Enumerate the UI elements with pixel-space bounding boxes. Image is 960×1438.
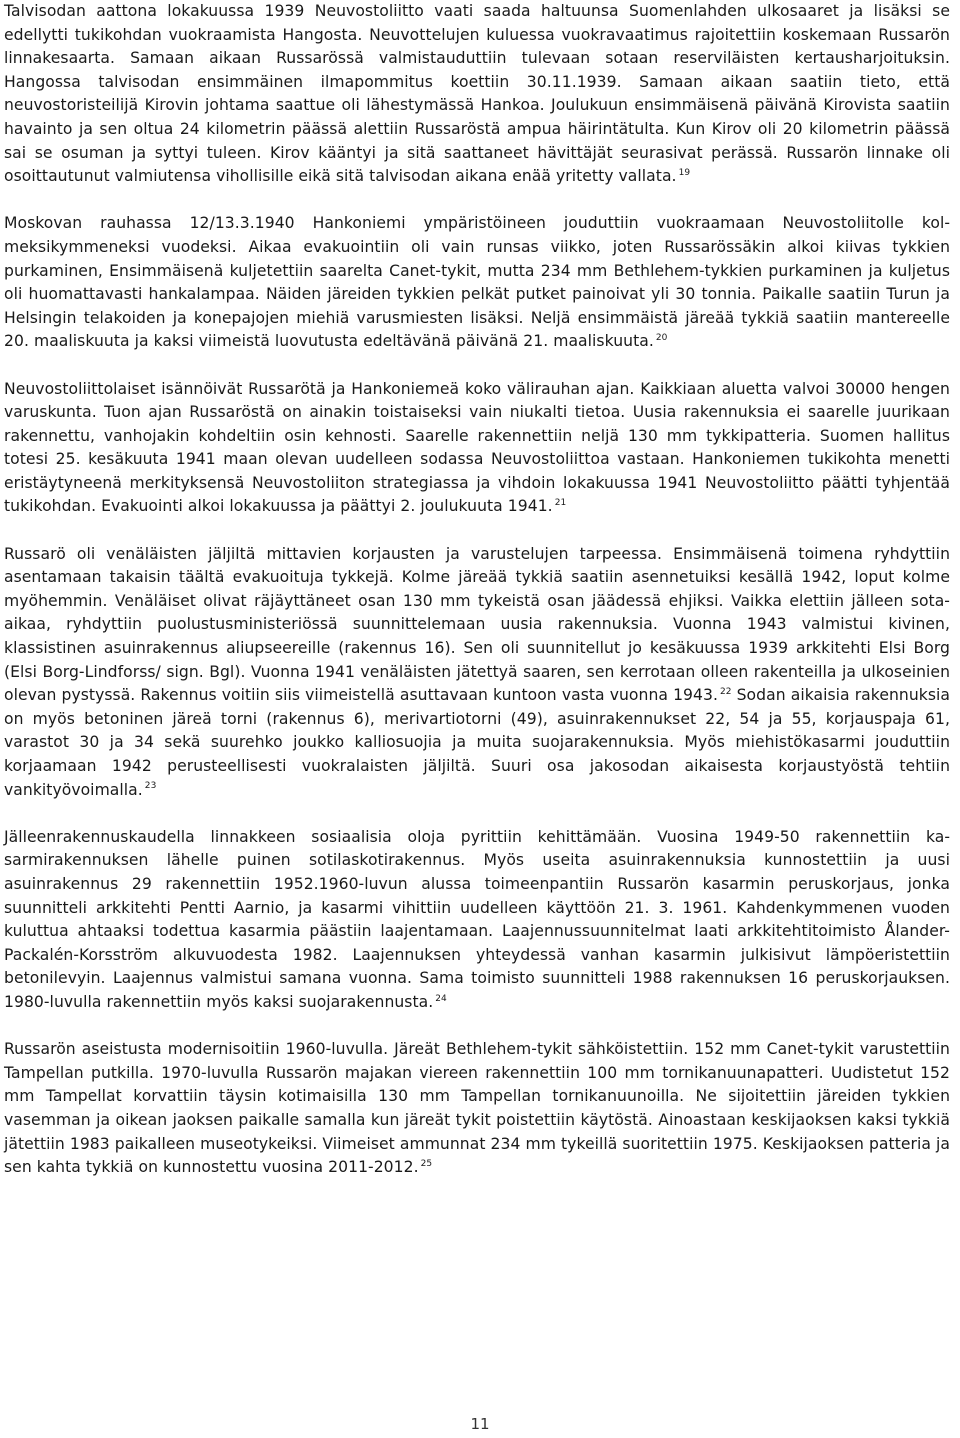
paragraph-text: Russarön aseistusta modernisoitiin 1960-luvulla. Järeät Bethlehem-tykit sähköistettiin. 152 mm Canet-tykit varustettiin Tampellan putkilla. 1970-luvulla Russarön majakan viereen rakennettiin 100 mm tornikanuunapatteri. Uudistetut 152 mm Tampellat korvattiin täysin kotimaisilla 130 mm Tampellan tornikanuunoilla. Ne sijoitettiin järeiden tykkien vasemman ja oikean jaoksen paikalle samalla kun järeät tykit poistettiin käytöstä. Ainoastaan keskijaoksen kaksi tykkiä jätettiin 1983 paikalleen museotykeiksi. Viimeiset ammunnat 234 mm tykeillä suoritettiin 1975. Keskijaoksen patteria ja sen kahta tykkiä on kunnostettu vuosina 2011-2012. — [4, 1040, 950, 1177]
page-number: 11 — [470, 1415, 490, 1433]
paragraph-text: Neuvostoliittolaiset isännöivät Russarötä ja Hankoniemeä koko välirauhan ajan. Kaikkiaan aluetta valvoi 30000 hengen varuskunta. Tuon ajan Russaröstä on ainakin toistaiseksi vain niukalti tietoa. Uusia rakennuksia ei saarelle juurikaan rakennettu, vanhojakin kohdeltiin osin kehnosti. Saarelle rakennettiin neljä 130 mm tykkipatteria. Suomen hallitus totesi 25. kesäkuuta 1941 maan olevan uudelleen sodassa Neuvostoliittoa vastaan. Hankoniemen tukikohta menetti eristäytyneenä merkityksensä Neuvostoliiton strategiassa ja vihdoin lokakuussa 1941 Neuvostoliitto päätti tyhjentää tukikohdan. Evakuointi alkoi lokakuussa ja päättyi 2. joulukuuta 1941. — [4, 379, 950, 516]
footnote-ref[interactable]: 25 — [420, 1158, 433, 1169]
footnote-ref[interactable]: 23 — [144, 781, 157, 792]
paragraph-text: Jälleenrakennuskaudella linnakkeen sosiaalisia oloja pyrittiin kehittämään. Vuosina 1949-50 rakennettiin kasarmirakennuksen lähelle puinen sotilaskotirakennus. Myös useita asuinrakennuksia kunnostettiin ja uusi asuinrakennus 29 rakennettiin 1952.1960-luvun alussa toimeenpantiin Russarön kasarmin peruskorjaus, jonka suunnitteli arkkitehti Pentti Aarnio, ja kasarmi vihittiin uudelleen käyttöön 21. 3. 1961. Kahdenkymmenen vuoden kuluttua ahtaaksi todettua kasarmia päästiin laajentamaan. Laajennussuunnitelmat laati arkkitehtitoimisto Ålander-Packalén-Korsström alkuvuodesta 1982. Laajennuksen yhteydessä vanhan kasarmin julkisivut lämpöeristettiin betonilevyin. Laajennus valmistui samana vuonna. Sama toimisto suunnitteli 1988 rakennuksen 16 peruskorjauksen. 1980-luvulla rakennettiin myös kaksi suojarakennusta. — [4, 827, 950, 1011]
paragraph-text-continuation: Sodan aikaisia rakennuksia on myös betoninen järeä torni (rakennus 6), merivartiotorni (49), asuinrakennukset 22, 54 ja 55, korjauspaja 61, varastot 30 ja 34 sekä suurehko joukko kalliosuojia ja muita suojarakennuksia. Myös miehistökasarmi jouduttiin korjaamaan 1942 perusteellisesti vuokralaisten jäljiltä. Suuri osa jakosodan aikaisesta korjaustyöstä tehtiin vankityövoimalla. — [4, 686, 951, 799]
paragraph-text: Talvisodan aattona lokakuussa 1939 Neuvostoliitto vaati saada haltuunsa Suomenlahden ulkosaaret ja lisäksi se edellytti tukikohdan vuokraamista Hangosta. Neuvottelujen kuluessa vuokravaatimus rajoitettiin koskemaan Russarön linnakesaarta. Samaan aikaan Russarössä valmistauduttiin tulevaan sotaan reserviläisten kertausharjoituksin. Hangossa talvisodan ensimmäinen ilmapommitus koettiin 30.11.1939. Samaan aikaan saatiin tieto, että neuvostoristeilijä Kirovin johtama saattue oli lähestymässä Hankoa. Joulukuun ensimmäisenä päivänä Kirovista saatiin havainto ja sen oltua 24 kilometrin päässä alettiin Russaröstä ampua häirintätulta. Kun Kirov oli 20 kilometrin päässä sai se osuman ja syttyi tuleen. Kirov kääntyi ja sitä saattaneet hävittäjät seurasivat perässä. Russarön linnake oli osoittautunut valmiutensa vihollisille eikä sitä talvisodan aikana enää yritetty vallata. — [4, 2, 950, 186]
footnote-ref[interactable]: 19 — [678, 167, 691, 178]
document-page — [4, 0, 950, 1180]
paragraph-talvisota — [4, 0, 950, 189]
paragraph-korjaukset — [4, 543, 950, 803]
paragraph-text: Moskovan rauhassa 12/13.3.1940 Hankoniemi ympäristöineen jouduttiin vuokraamaan Neuvostoliitolle kolmeksikymmeneksi vuodeksi. Aikaa evakuointiin oli vain runsas viikko, joten Russarössäkin alkoi kiivas tykkien purkaminen, Ensimmäisenä kuljetettiin saarelta Canet-tykit, mutta 234 mm Bethlehem-tykkien purkaminen ja kuljetus oli huomattavasti hankalampaa. Näiden järeiden tykkien pelkät putket painoivat yli 30 tonnia. Paikalle saatiin Turun ja Helsingin telakoiden ja konepajojen miehiä varusmiesten lisäksi. Neljä ensimmäistä järeää tykkiä saatiin mantereelle 20. maaliskuuta ja kaksi viimeistä luovutusta edeltävänä päivänä 21. maaliskuuta. — [4, 214, 950, 351]
paragraph-valirauha — [4, 378, 950, 520]
paragraph-moskovan-rauha — [4, 212, 950, 354]
footnote-ref[interactable]: 20 — [655, 333, 668, 344]
paragraph-text: Russarö oli venäläisten jäljiltä mittavien korjausten ja varustelujen tarpeessa. Ensimmäisenä toimena ryhdyttiin asentamaan takaisin täältä evakuoituja tykkejä. Kolme järeää tykkiä saatiin asennetuiksi kesällä 1942, loput kolme myöhemmin. Venäläiset olivat räjäyttäneet osan 130 mm tykeistä osan jäädessä ehjiksi. Vaikka elettiin jälleen sota-aikaa, ryhdyttiin puolustusministeriössä suunnittelemaan uusia rakennuksia. Vuonna 1943 valmistui kivinen, klassistinen asuinrakennus aliupseereille (rakennus 16). Sen oli suunnitellut jo kesäkuussa 1939 arkkitehti Elsi Borg (Elsi Borg-Lindforss/ sign. Bgl). Vuonna 1941 venäläisten jätettyä saaren, sen kerrotaan olleen rakenteilla ja ulkoseinien olevan pystyssä. Rakennus voitiin siis viimeistellä asuttavaan kuntoon vasta vuonna 1943. — [4, 544, 950, 705]
paragraph-aseistus — [4, 1038, 950, 1180]
paragraph-jalleenrakennus — [4, 826, 950, 1015]
footnote-ref[interactable]: 22 — [719, 687, 732, 698]
footnote-ref[interactable]: 24 — [435, 993, 447, 1004]
footnote-ref[interactable]: 21 — [554, 498, 567, 509]
